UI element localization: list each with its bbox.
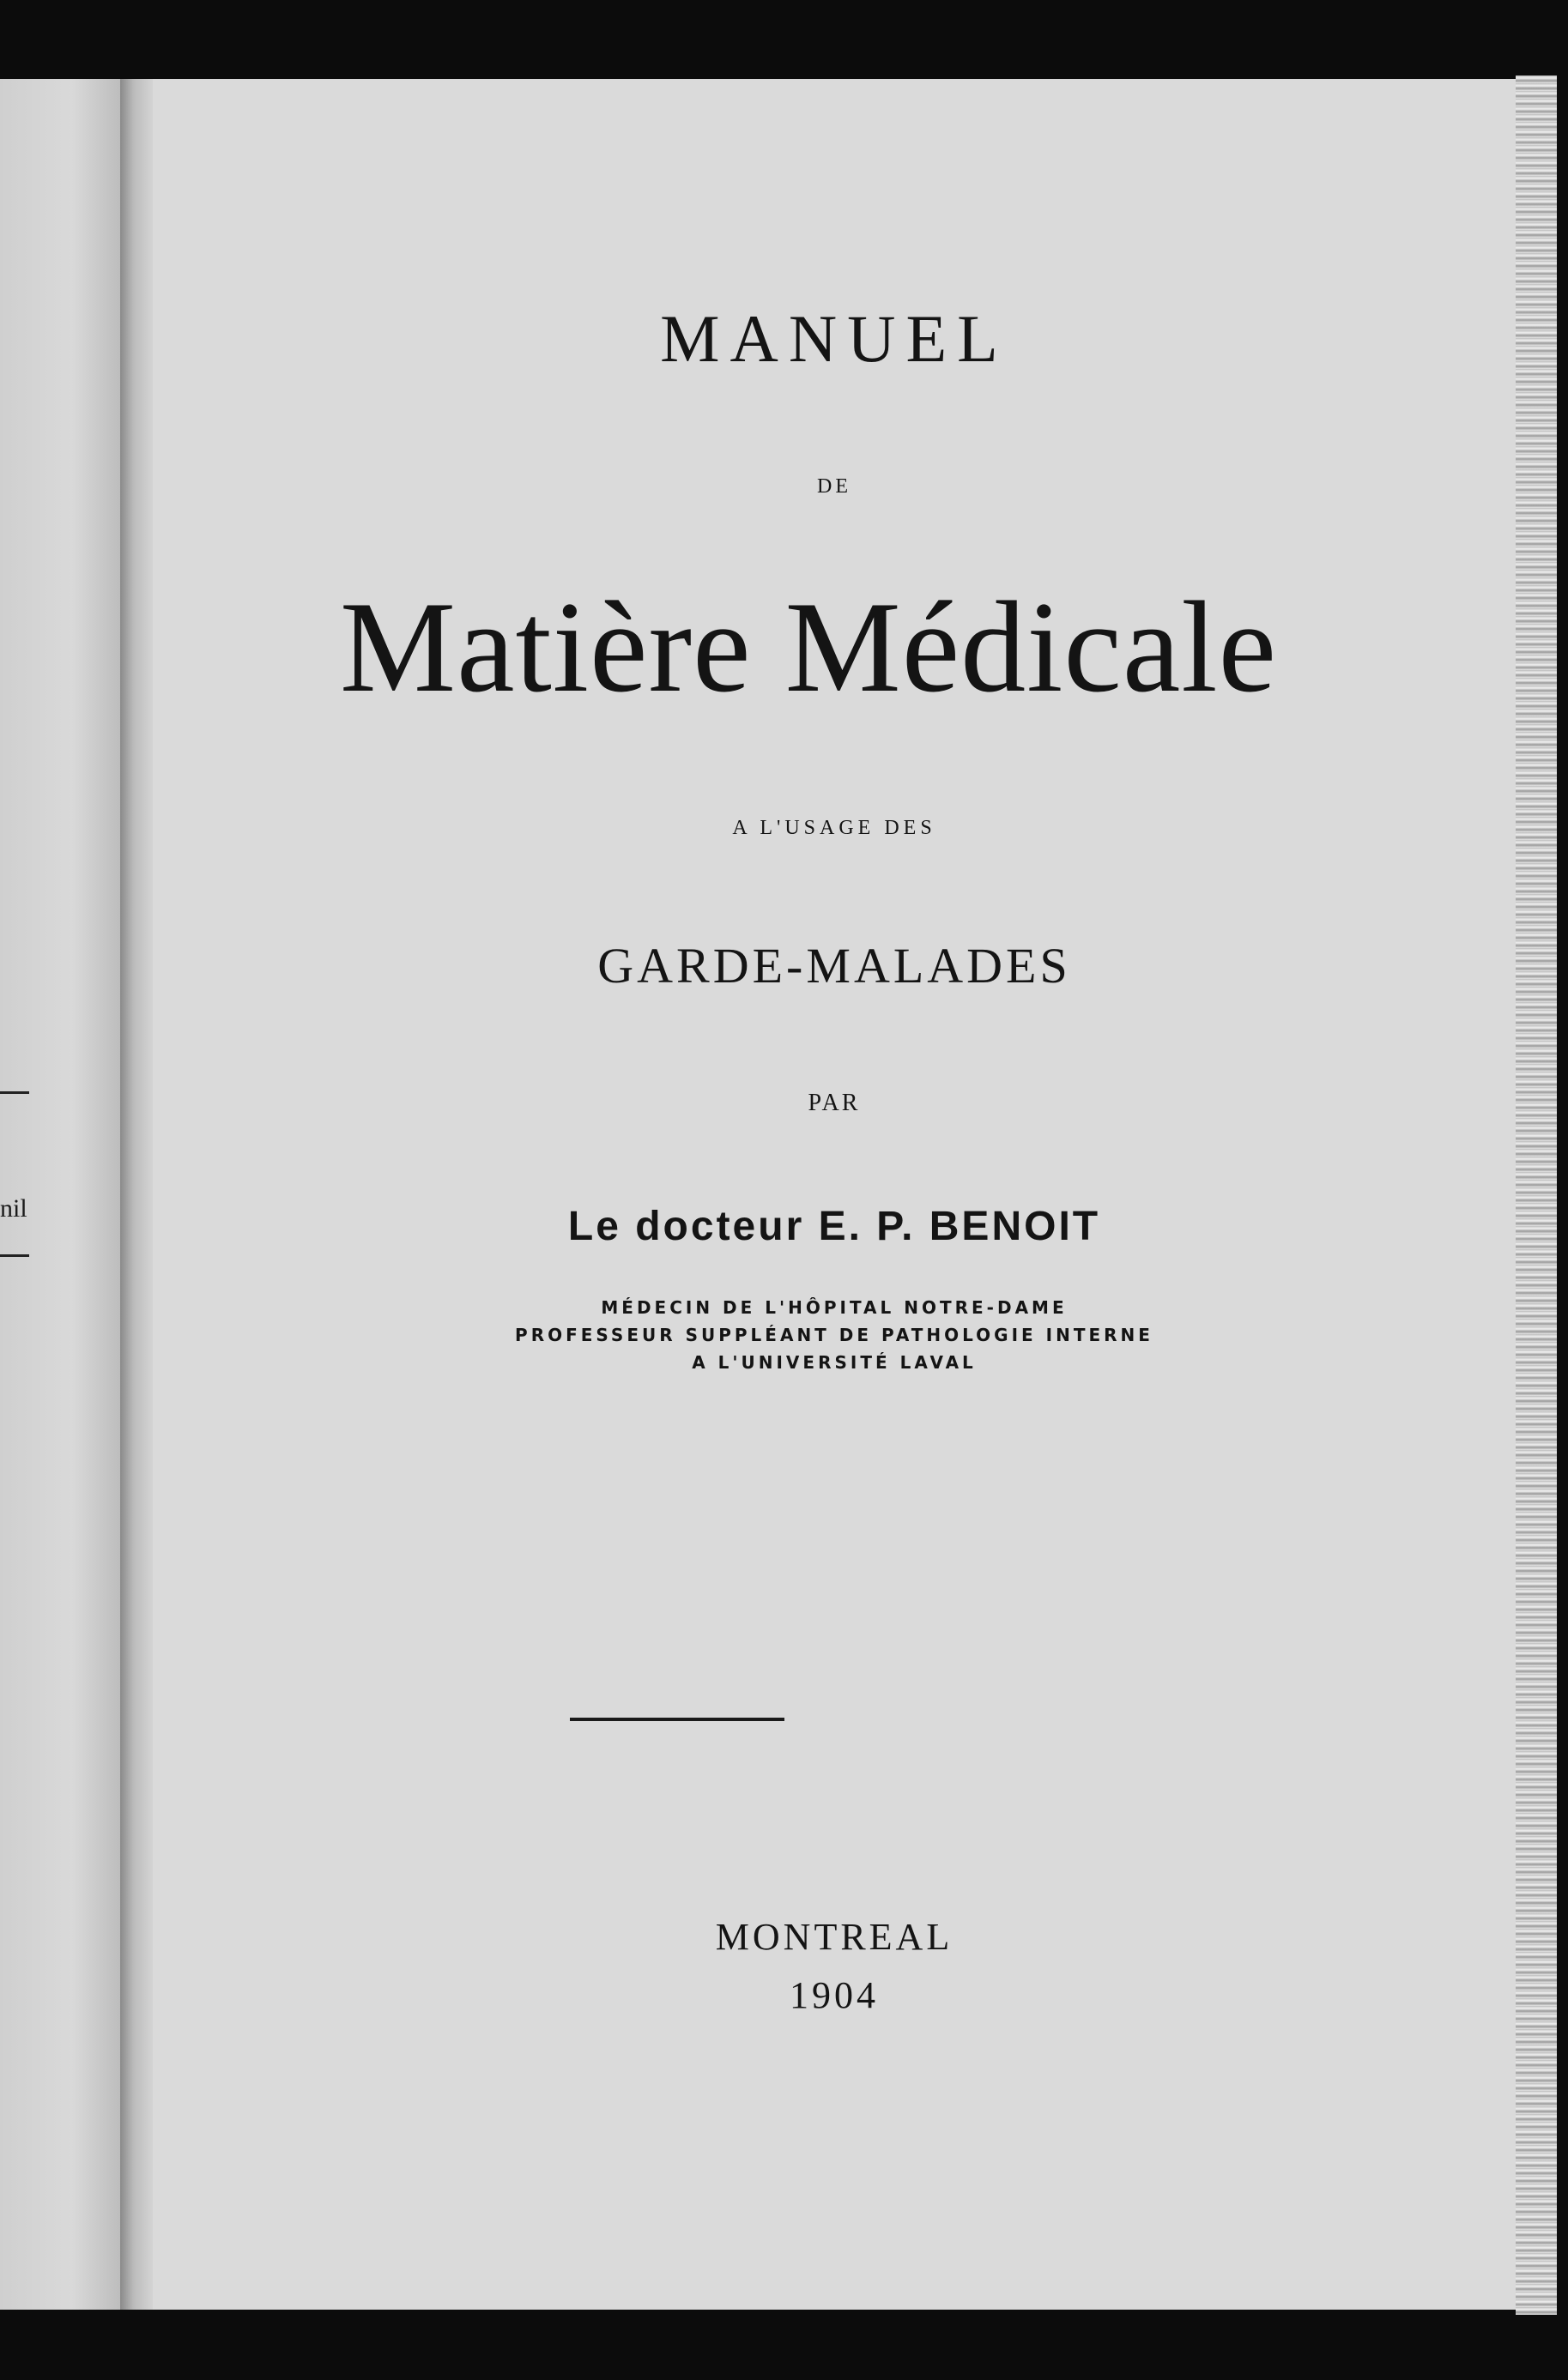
subtitle-prefix: A L'USAGE DES bbox=[732, 817, 936, 839]
facing-page-text-fragment: nil bbox=[0, 1194, 27, 1223]
publication-year: 1904 bbox=[790, 1974, 879, 2016]
author-credential: A L'UNIVERSITÉ LAVAL bbox=[692, 1352, 977, 1373]
title-page bbox=[153, 79, 1516, 2310]
by-line: PAR bbox=[808, 1090, 861, 1116]
page-stack-edge bbox=[1516, 76, 1557, 2315]
facing-page-rule-bottom bbox=[0, 1254, 29, 1257]
facing-page-rule-top bbox=[0, 1091, 29, 1094]
divider-rule bbox=[570, 1718, 784, 1721]
subtitle: GARDE-MALADES bbox=[597, 938, 1071, 994]
book-gutter bbox=[120, 79, 154, 2310]
main-title: Matière Médicale bbox=[339, 575, 1278, 719]
facing-page bbox=[0, 79, 120, 2310]
author-name: Le docteur E. P. BENOIT bbox=[567, 1204, 1101, 1249]
title-connector: DE bbox=[817, 475, 851, 498]
book-heading: MANUEL bbox=[660, 301, 1008, 376]
publication-city: MONTREAL bbox=[715, 1916, 954, 1958]
author-credential: MÉDECIN DE L'HÔPITAL NOTRE-DAME bbox=[601, 1297, 1068, 1318]
author-credential: PROFESSEUR SUPPLÉANT DE PATHOLOGIE INTERNE bbox=[515, 1325, 1153, 1345]
